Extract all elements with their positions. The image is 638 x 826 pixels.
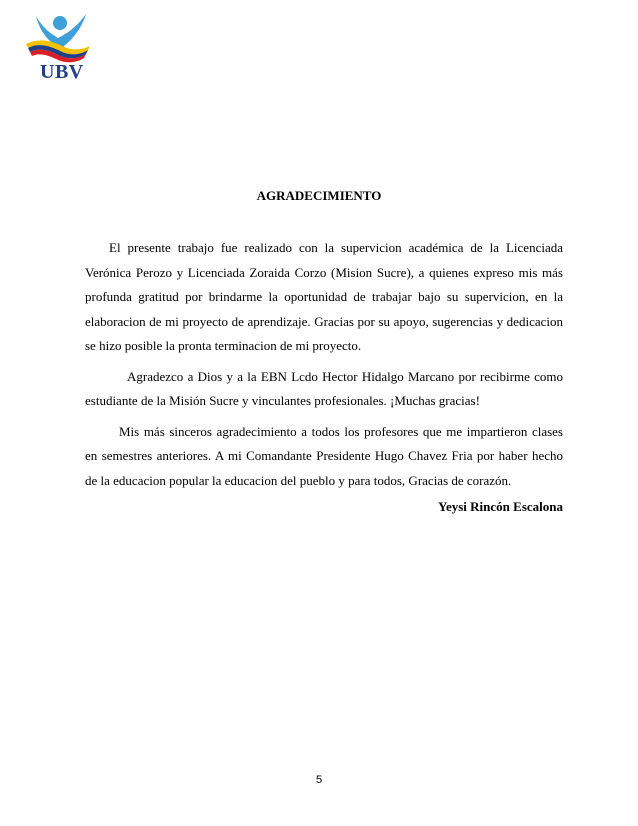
paragraph-1: El presente trabajo fue realizado con la supervicion académica de la Licenciada Verónica Perozo y Licenciada Zoraida Corzo (Mision Sucre), a quienes expreso mis más profunda gratitud por brindarme la oportunidad de trabajar bajo su supervicion, en la elaboracion de mi proyecto de aprendizaje. Gracias por su apoyo, sugerencias y dedicacion se hizo posible la pronta terminacion de mi proyecto. — [85, 240, 563, 353]
paragraph-3: Mis más sinceros agradecimiento a todos los profesores que me impartieron clases en semestres anteriores. A mi Comandante Presidente Hugo Chavez Fria por haber hecho de la educacion popular la educacion del pueblo y para todos, Gracias de corazón. — [85, 423, 563, 488]
logo-text: UBV — [40, 61, 84, 83]
paragraph-2: Agradezco a Dios y a la EBN Lcdo Hector Hidalgo Marcano por recibirme como estudiante de la Misión Sucre y vinculantes profesionales. ¡Muchas gracias! — [85, 368, 563, 408]
signature: Yeysi Rincón Escalona — [438, 499, 563, 514]
page-title: AGRADECIMIENTO — [256, 188, 382, 203]
ubv-logo — [22, 10, 94, 82]
page-number: 5 — [315, 774, 323, 786]
document-body — [85, 236, 563, 520]
